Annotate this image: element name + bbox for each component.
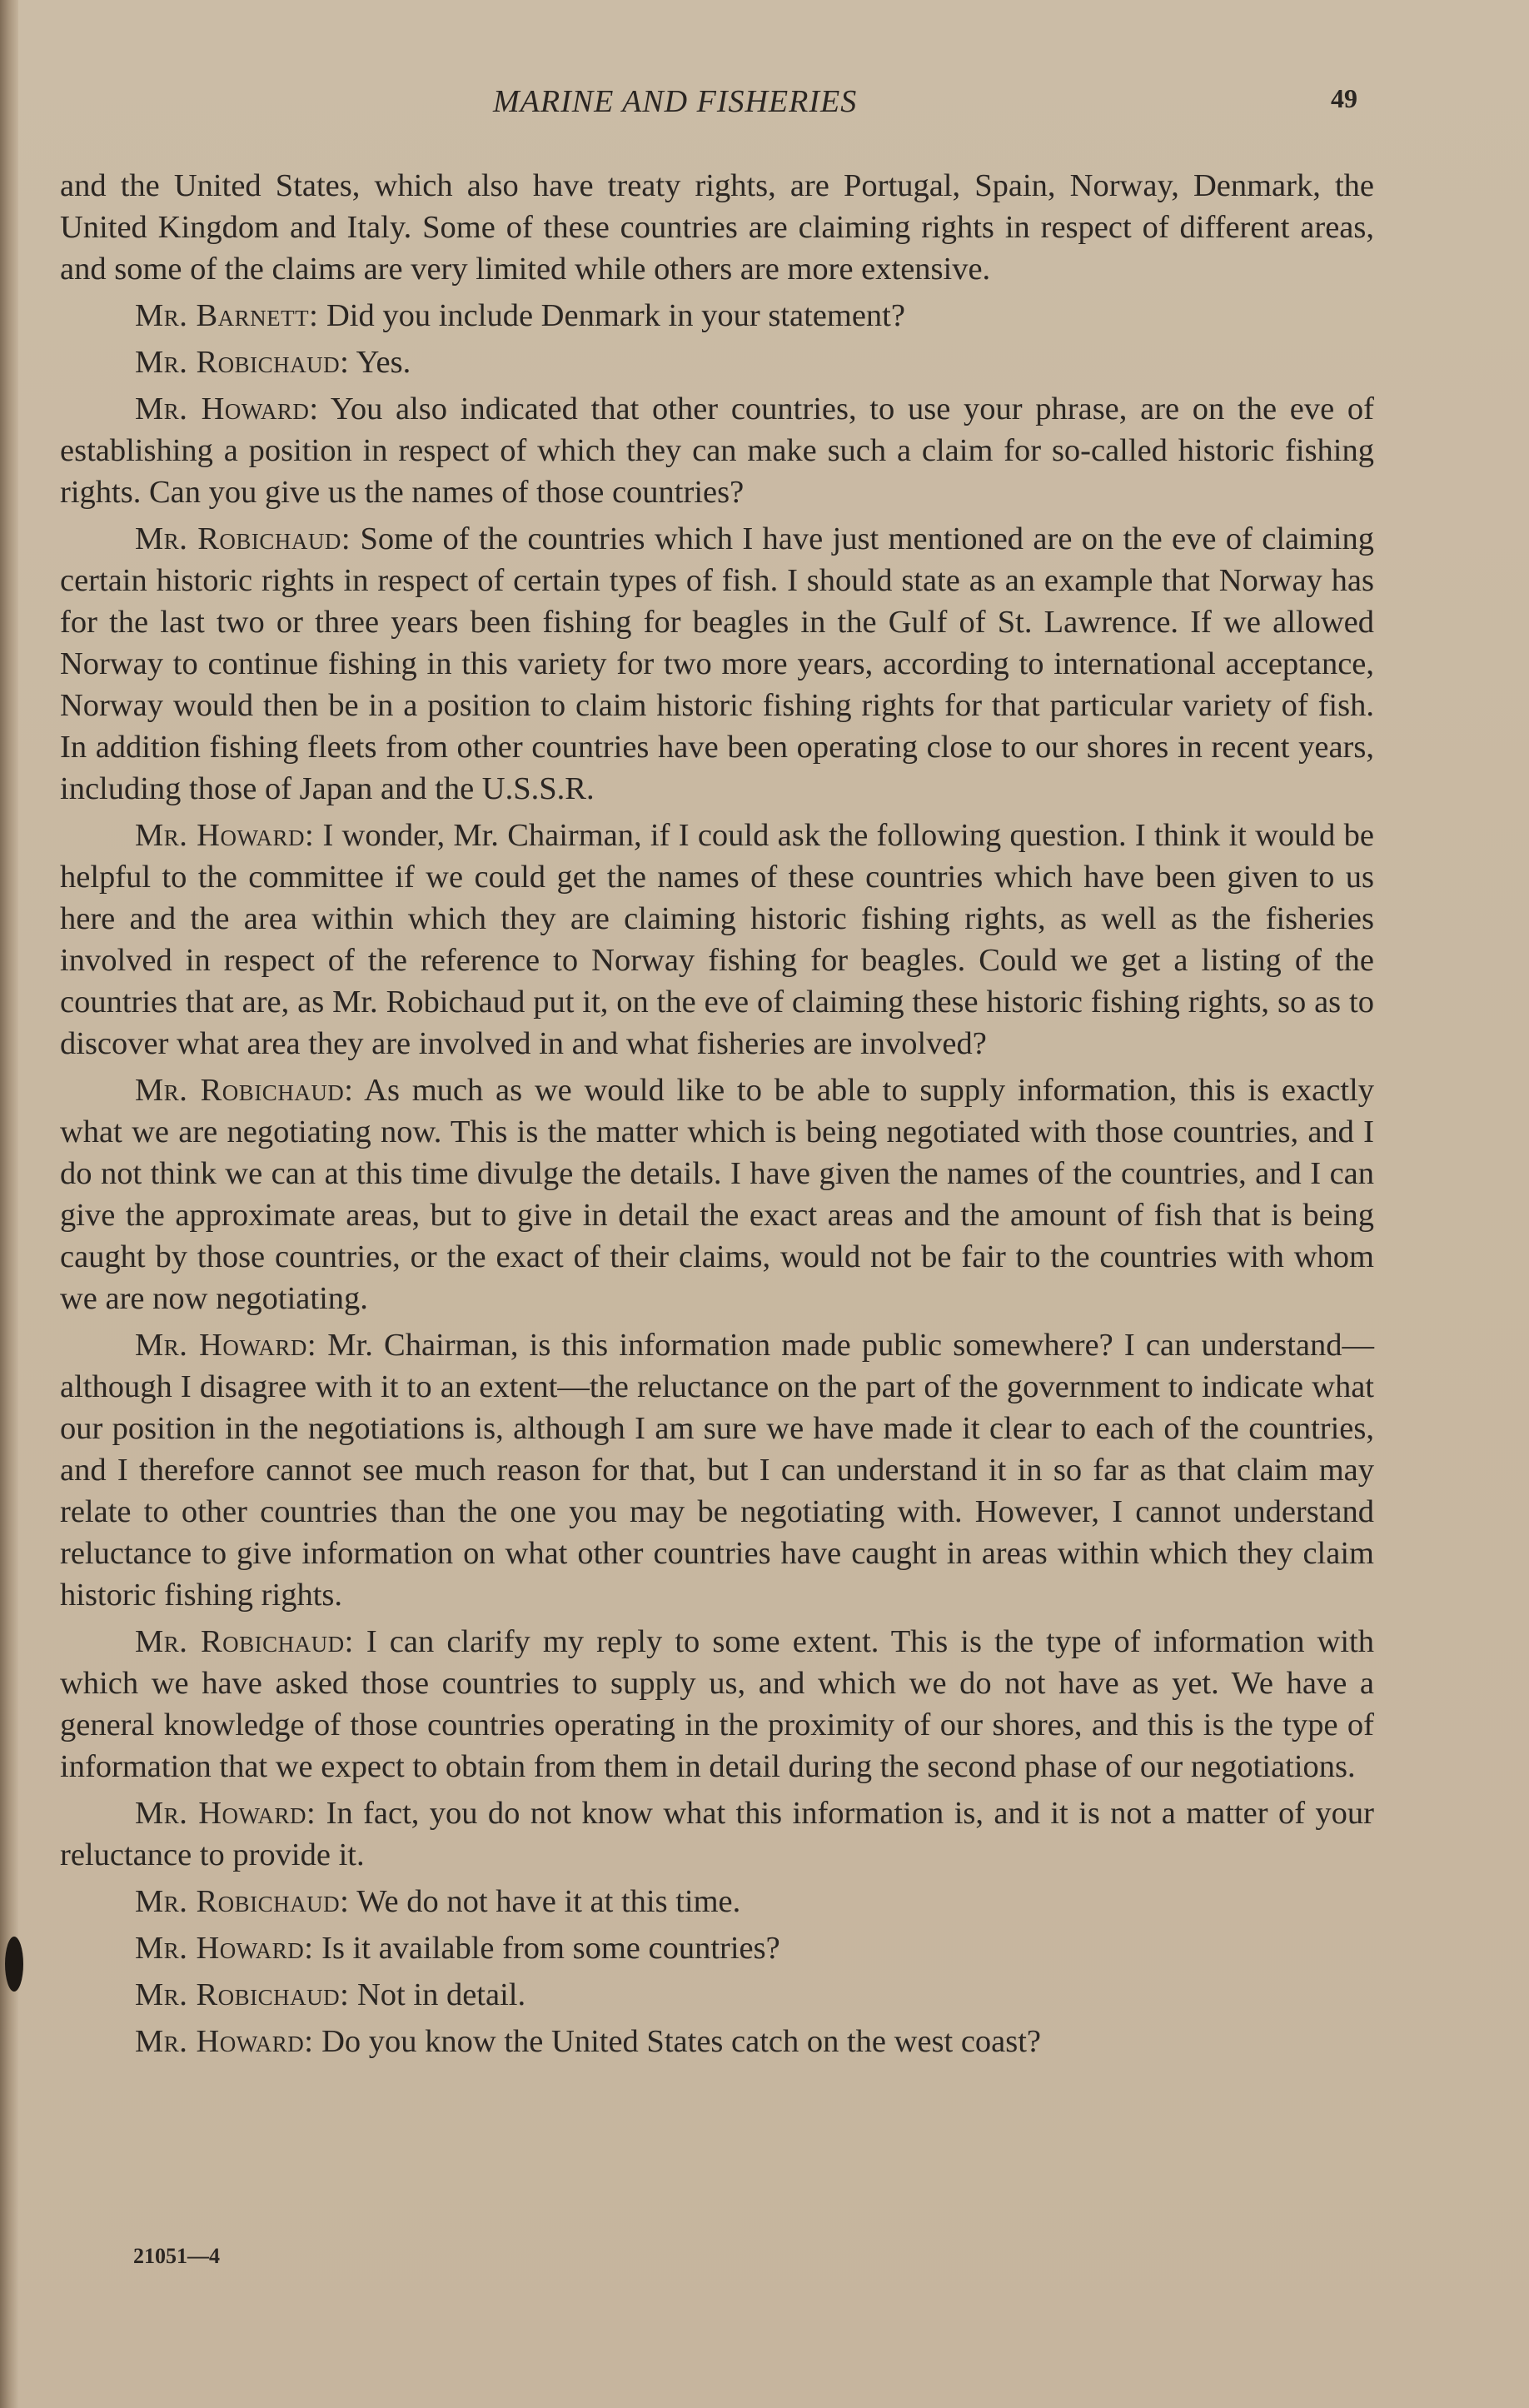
paragraph-text: and the United States, which also have treaty rights, are Portugal, Spain, Norway, Denmark, the United Kingdom and Italy. Some of these countries are claiming rights in respect of different areas, and some of the claims are very limited while others are more extensive. bbox=[60, 168, 1374, 287]
paragraph bbox=[60, 165, 1374, 290]
paragraph bbox=[60, 1069, 1374, 1319]
paragraph-text: Some of the countries which I have just mentioned are on the eve of claiming certain historic rights in respect of certain types of fish. I should state as an example that Norway has for the last two or three years been fishing for beagles in the Gulf of St. Lawrence. If we allowed Norway to continue fishing in this variety for two more years, according to international acceptance, Norway would then be in a position to claim historic fishing rights for that particular variety of fish. In addition fishing fleets from other countries have been operating close to our shores in recent years, including those of Japan and the U.S.S.R. bbox=[60, 521, 1374, 806]
paragraph bbox=[60, 518, 1374, 810]
transcript-body bbox=[60, 165, 1374, 2067]
paragraph-text: I can clarify my reply to some extent. This is the type of information with which we have asked those countries to supply us, and which we do not have as yet. We have a general knowledge of those countries operating in the proximity of our shores, and this is the type of information that we expect to obtain from them in detail during the second phase of our negotiations. bbox=[60, 1624, 1374, 1784]
paragraph bbox=[60, 2021, 1374, 2062]
paragraph-text: Not in detail. bbox=[349, 1977, 526, 2012]
paragraph-text: Yes. bbox=[349, 345, 411, 380]
page-header bbox=[0, 83, 1529, 125]
page-binding-edge bbox=[0, 0, 18, 2408]
speaker-name: Mr. Howard: bbox=[135, 2024, 314, 2059]
printer-signature-code: 21051—4 bbox=[133, 2244, 220, 2268]
paragraph-text: I wonder, Mr. Chairman, if I could ask the following question. I think it would be helpful to the committee if we could get the names of these countries which have been given to us here and the area within which they are claiming historic fishing rights, as well as the fisheries involved in respect of the reference to Norway fishing for beagles. Could we get a listing of the countries that are, as Mr. Robichaud put it, on the eve of claiming these historic fishing rights, so as to discover what area they are involved in and what fisheries are involved? bbox=[60, 818, 1374, 1061]
speaker-name: Mr. Robichaud: bbox=[135, 521, 351, 556]
paragraph bbox=[60, 1792, 1374, 1876]
speaker-name: Mr. Robichaud: bbox=[135, 1977, 350, 2012]
speaker-name: Mr. Robichaud: bbox=[135, 1073, 354, 1108]
paragraph-text: Is it available from some countries? bbox=[313, 1931, 780, 1966]
paragraph bbox=[60, 295, 1374, 337]
paragraph bbox=[60, 815, 1374, 1064]
speaker-name: Mr. Barnett: bbox=[135, 298, 319, 333]
paragraph-text: Did you include Denmark in your statement? bbox=[318, 298, 905, 333]
paragraph bbox=[60, 1621, 1374, 1787]
paragraph-text: In fact, you do not know what this information is, and it is not a matter of your reluctance to provide it. bbox=[60, 1796, 1374, 1872]
speaker-name: Mr. Robichaud: bbox=[135, 1884, 350, 1919]
paragraph bbox=[60, 1927, 1374, 1969]
page-number: 49 bbox=[1331, 83, 1357, 113]
binding-hole bbox=[5, 1937, 23, 1992]
paragraph-text: As much as we would like to be able to supply information, this is exactly what we are negotiating now. This is the matter which is being negotiated with those countries, and I do not think we can at this time divulge the details. I have given the names of the countries, and I can give the approximate areas, but to give in detail the exact areas and the amount of fish that is being caught by those countries, or the exact of their claims, would not be fair to the countries with whom we are now negotiating. bbox=[60, 1073, 1374, 1316]
paragraph-text: Do you know the United States catch on the west coast? bbox=[313, 2024, 1042, 2059]
speaker-name: Mr. Robichaud: bbox=[135, 345, 350, 380]
paragraph bbox=[60, 342, 1374, 383]
paragraph bbox=[60, 1324, 1374, 1616]
speaker-name: Mr. Howard: bbox=[135, 1328, 317, 1363]
speaker-name: Mr. Howard: bbox=[135, 1931, 314, 1966]
paragraph-text: Mr. Chairman, is this information made public somewhere? I can understand—although I disagree with it to an extent—the reluctance on the part of the government to indicate what our position in the negotiations is, although I am sure we have made it clear to each of the countries, and I therefore cannot see much reason for that, but I can understand it in so far as that claim may relate to other countries than the one you may be negotiating with. However, I cannot understand reluctance to give information on what other countries have caught in areas within which they claim historic fishing rights. bbox=[60, 1328, 1374, 1613]
paragraph bbox=[60, 388, 1374, 513]
paragraph-text: We do not have it at this time. bbox=[349, 1884, 741, 1919]
running-title: MARINE AND FISHERIES bbox=[493, 84, 858, 119]
speaker-name: Mr. Robichaud: bbox=[135, 1624, 354, 1659]
speaker-name: Mr. Howard: bbox=[135, 818, 315, 853]
speaker-name: Mr. Howard: bbox=[135, 391, 319, 426]
paragraph-text: You also indicated that other countries, to use your phrase, are on the eve of establishing a position in respect of which they can make such a claim for so-called historic fishing rights. Can you give us the names of those countries? bbox=[60, 391, 1374, 510]
paragraph bbox=[60, 1974, 1374, 2016]
paragraph bbox=[60, 1881, 1374, 1922]
speaker-name: Mr. Howard: bbox=[135, 1796, 316, 1831]
